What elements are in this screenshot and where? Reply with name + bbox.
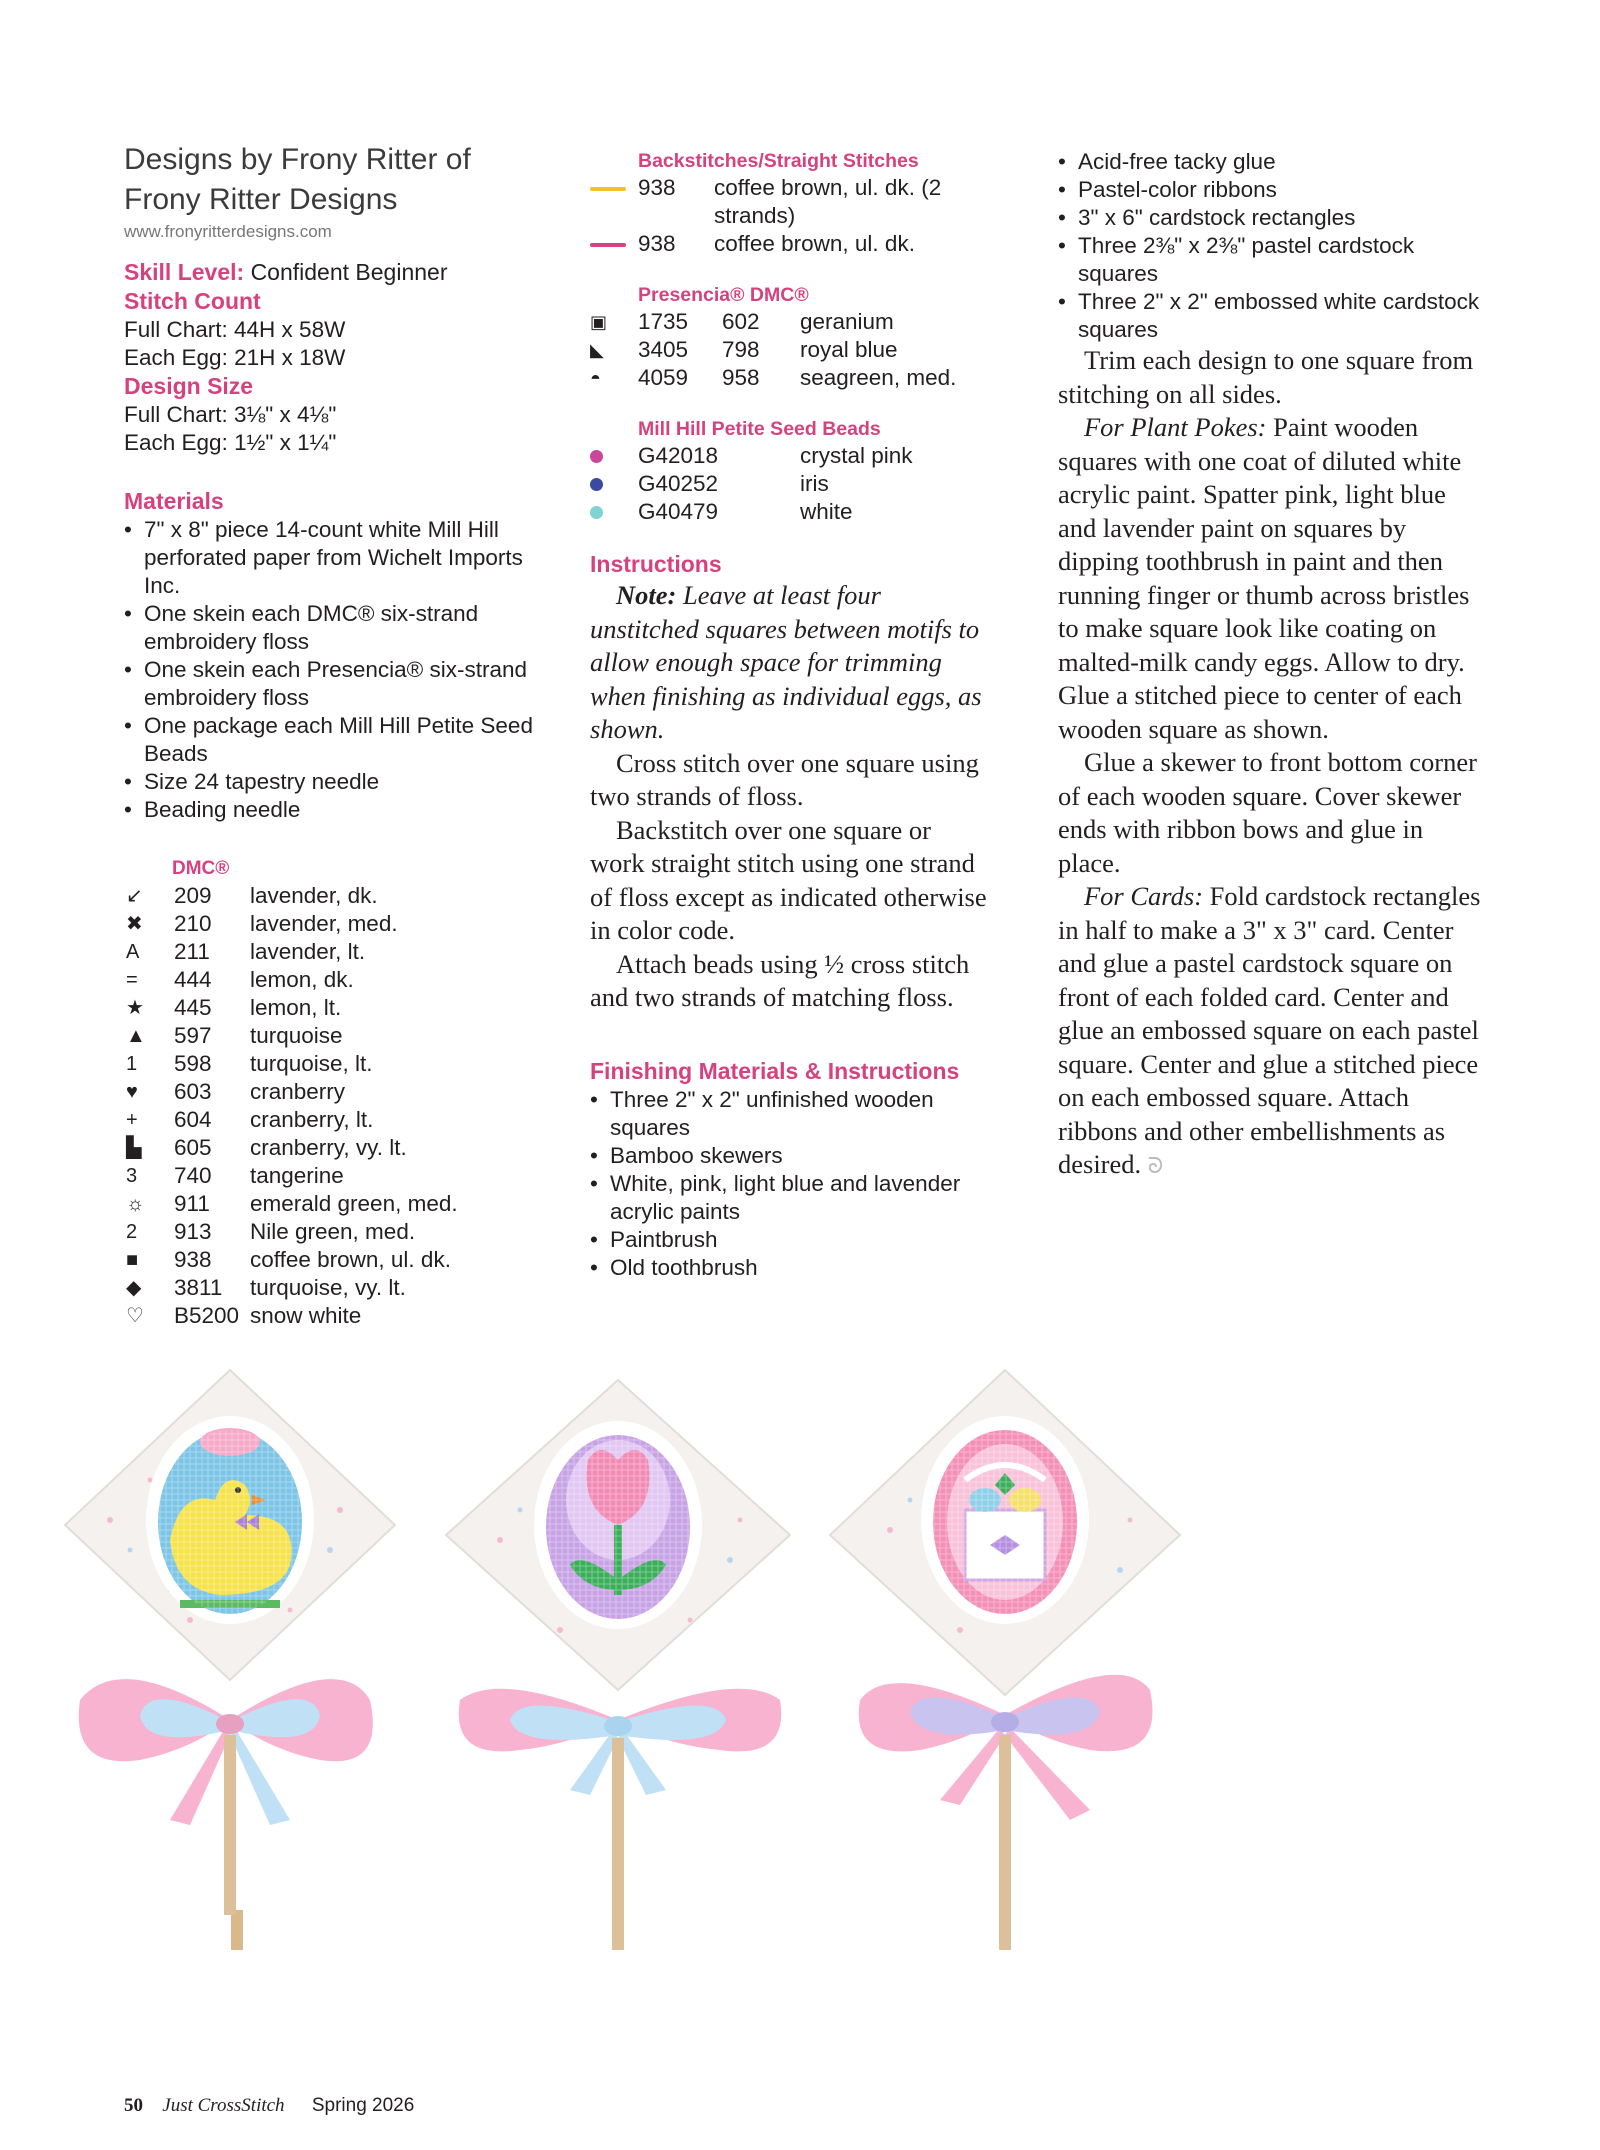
- instructions-p2: Backstitch over one square or work straight stitch using one strand of floss except as indicated otherwise in color code.: [590, 814, 987, 945]
- skewer-paragraph: Glue a skewer to front bottom corner of each wooden square. Cover skewer ends with ribbon bows and glue in place.: [1058, 747, 1477, 878]
- list-item: • Beading needle: [124, 796, 564, 824]
- issue-date: Spring 2026: [311, 2095, 415, 2116]
- key-row: [124, 1190, 564, 1218]
- instructions-note: [590, 579, 990, 747]
- key-symbol: ☼: [126, 1193, 145, 1215]
- finishing-list-a: [590, 1086, 990, 1282]
- key-color-name: cranberry: [250, 1079, 346, 1104]
- bead-dot-white: [590, 506, 603, 519]
- plant-pokes-label: For Plant Pokes:: [1084, 412, 1267, 442]
- note-label: Note:: [616, 580, 677, 610]
- cards-text: Fold cardstock rectangles in half to make a 3" x 3" card. Center and glue a pastel cardstock square on front of each folded card. Center and glue an embossed square on each pastel square. Center and glue a stitched piece on each embossed square. Attach ribbons and other embellishments as desired.: [1058, 881, 1481, 1179]
- key-row: [124, 882, 564, 910]
- designer-url: www.fronyritterdesigns.com: [124, 222, 332, 241]
- backstitch-name: coffee brown, ul. dk. (2 strands): [714, 175, 942, 228]
- bead-name: iris: [800, 471, 829, 496]
- key-number: 597: [174, 1023, 212, 1048]
- finishing-list-b: [1058, 148, 1488, 344]
- presencia-color-name: geranium: [800, 309, 894, 334]
- key-row: [124, 1274, 564, 1302]
- key-row: [124, 938, 564, 966]
- key-number: 603: [174, 1079, 212, 1104]
- bead-row: [590, 442, 990, 470]
- list-item: • One skein each DMC® six-strand embroidery floss: [124, 600, 564, 656]
- key-symbol: ◆: [126, 1277, 142, 1299]
- list-item: • Size 24 tapestry needle: [124, 768, 564, 796]
- key-symbol: A: [126, 941, 140, 963]
- key-symbol: +: [126, 1109, 138, 1131]
- materials-heading: Materials: [124, 488, 224, 514]
- bead-name: crystal pink: [800, 443, 913, 468]
- beads-heading: Mill Hill Petite Seed Beads: [638, 418, 881, 440]
- key-color-name: Nile green, med.: [250, 1219, 416, 1244]
- bead-row: [590, 470, 990, 498]
- key-number: 211: [174, 939, 210, 964]
- key-row: [124, 1246, 564, 1274]
- key-symbol: ✖: [126, 913, 143, 935]
- page-footer: [124, 2094, 414, 2118]
- list-item: • 3" x 6" cardstock rectangles: [1058, 204, 1488, 232]
- key-color-name: lavender, med.: [250, 911, 398, 936]
- key-number: 605: [174, 1135, 212, 1160]
- key-color-name: coffee brown, ul. dk.: [250, 1247, 451, 1272]
- presencia-row: [590, 336, 990, 364]
- finishing-heading: Finishing Materials & Instructions: [590, 1057, 960, 1084]
- presencia-color-name: royal blue: [800, 337, 898, 362]
- design-size-heading: Design Size: [124, 373, 254, 399]
- stitch-count-heading: Stitch Count: [124, 288, 261, 314]
- key-color-name: lavender, lt.: [250, 939, 366, 964]
- trim-paragraph: Trim each design to one square from stitching on all sides.: [1058, 345, 1474, 409]
- presencia-symbol: ◣: [590, 340, 604, 360]
- key-symbol: ♥: [126, 1081, 138, 1103]
- skill-label: Skill Level:: [124, 259, 245, 285]
- key-row: [124, 1106, 564, 1134]
- key-symbol: ♡: [126, 1305, 144, 1327]
- backstitch-swatch-yellow: [590, 187, 626, 191]
- list-item: • Pastel-color ribbons: [1058, 176, 1488, 204]
- blue-ribbon: [510, 1705, 618, 1740]
- key-number: 938: [174, 1247, 212, 1272]
- list-item: • Bamboo skewers: [590, 1142, 990, 1170]
- plant-pokes-text: Paint wooden squares with one coat of diluted white acrylic paint. Spatter pink, light blue and lavender paint on squares by dipping toothbrush in paint and then running finger or thumb across bristles to make square look like coating on malted-milk candy eggs. Allow to dry. Glue a stitched piece to center of each wooden square as shown.: [1058, 412, 1470, 744]
- presencia-color-name: seagreen, med.: [800, 365, 957, 390]
- key-color-name: cranberry, vy. lt.: [250, 1135, 407, 1160]
- magazine-title: Just CrossStitch: [162, 2095, 285, 2116]
- backstitch-name: coffee brown, ul. dk.: [714, 231, 915, 256]
- full-chart-size: Full Chart: 3⅛" x 4⅛": [124, 402, 337, 427]
- left-column: [124, 140, 564, 1330]
- list-item: • One package each Mill Hill Petite Seed Beads: [124, 712, 564, 768]
- skill-value: Confident Beginner: [250, 259, 448, 285]
- designer-line-2: Frony Ritter Designs: [124, 183, 398, 216]
- poke-tulip: [446, 1380, 790, 1950]
- presencia-symbol: ◓: [590, 368, 601, 388]
- key-number: 911: [174, 1191, 210, 1216]
- dmc-key: [124, 882, 564, 1330]
- dmc-equivalent: 798: [722, 337, 760, 362]
- poke-basket: [830, 1370, 1180, 1950]
- presencia-symbol: ▣: [590, 312, 608, 332]
- key-color-name: lavender, dk.: [250, 883, 378, 908]
- key-number: 604: [174, 1107, 212, 1132]
- skewer: [231, 1910, 243, 1950]
- list-item: • Three 2⅜" x 2⅜" pastel cardstock squares: [1058, 232, 1488, 288]
- key-symbol: ▙: [126, 1137, 142, 1159]
- instructions-heading: Instructions: [590, 551, 722, 577]
- bead-name: white: [800, 499, 853, 524]
- each-egg-size: Each Egg: 1½" x 1¼": [124, 430, 337, 455]
- plant-pokes-photo: [40, 1350, 1600, 1950]
- skewer: [612, 1738, 624, 1950]
- backstitch-swatch-pink: [590, 243, 626, 247]
- bead-row: [590, 498, 990, 526]
- cards-label: For Cards:: [1084, 881, 1204, 911]
- dmc-equivalent: 958: [722, 365, 760, 390]
- list-item: • Three 2" x 2" unfinished wooden squares: [590, 1086, 990, 1142]
- key-color-name: turquoise: [250, 1023, 343, 1048]
- dmc-key-heading: DMC®: [172, 858, 230, 879]
- key-number: 445: [174, 995, 212, 1020]
- backstitch-row: [590, 174, 990, 230]
- dmc-equivalent: 602: [722, 309, 760, 334]
- key-color-name: snow white: [250, 1303, 362, 1328]
- instructions-p1: Cross stitch over one square using two strands of floss.: [590, 747, 979, 811]
- end-mark-icon: ᘐ: [1147, 1153, 1164, 1178]
- key-symbol: =: [126, 969, 138, 991]
- key-number: B5200: [174, 1303, 240, 1328]
- key-color-name: turquoise, lt.: [250, 1051, 373, 1076]
- key-symbol: ▲: [126, 1025, 146, 1047]
- backstitch-number: 938: [638, 231, 676, 256]
- bead-dot-pink: [590, 450, 603, 463]
- key-row: [124, 1078, 564, 1106]
- list-item: • Three 2" x 2" embossed white cardstock squares: [1058, 288, 1488, 344]
- presencia-row: [590, 308, 990, 336]
- presencia-number: 4059: [638, 365, 689, 390]
- presencia-number: 3405: [638, 337, 689, 362]
- plant-pokes-paragraph: [1058, 411, 1488, 746]
- backstitch-number: 938: [638, 175, 676, 200]
- presencia-number: 1735: [638, 309, 689, 334]
- key-symbol: 3: [126, 1165, 138, 1187]
- materials-list: [124, 516, 564, 824]
- key-color-name: cranberry, lt.: [250, 1107, 374, 1132]
- backstitch-row: [590, 230, 990, 258]
- key-number: 913: [174, 1219, 212, 1244]
- bead-number: G40252: [638, 471, 719, 496]
- key-number: 444: [174, 967, 212, 992]
- list-item: • 7" x 8" piece 14-count white Mill Hill perforated paper from Wichelt Imports Inc.: [124, 516, 564, 600]
- skewer: [999, 1735, 1011, 1950]
- key-number: 3811: [174, 1275, 223, 1300]
- instructions-p3: Attach beads using ½ cross stitch and two strands of matching floss.: [590, 948, 970, 1012]
- key-row: [124, 1022, 564, 1050]
- page-number: 50: [124, 2095, 143, 2116]
- key-symbol: ↙: [126, 885, 143, 907]
- key-color-name: tangerine: [250, 1163, 344, 1188]
- list-item: • Paintbrush: [590, 1226, 990, 1254]
- skill-level: [124, 258, 564, 287]
- cards-paragraph: [1058, 880, 1488, 1183]
- key-row: [124, 910, 564, 938]
- key-row: [124, 1302, 564, 1330]
- key-row: [124, 1218, 564, 1246]
- bead-number: G40479: [638, 499, 719, 524]
- list-item: • One skein each Presencia® six-strand embroidery floss: [124, 656, 564, 712]
- bead-dot-iris: [590, 478, 603, 491]
- backstitch-heading: Backstitches/Straight Stitches: [638, 150, 919, 172]
- key-row: [124, 994, 564, 1022]
- poke-chick: [65, 1370, 395, 1950]
- key-number: 598: [174, 1051, 212, 1076]
- presencia-row: [590, 364, 990, 392]
- list-item: • Old toothbrush: [590, 1254, 990, 1282]
- key-color-name: lemon, lt.: [250, 995, 342, 1020]
- full-chart-count: Full Chart: 44H x 58W: [124, 317, 346, 342]
- each-egg-count: Each Egg: 21H x 18W: [124, 345, 346, 370]
- key-symbol: 2: [126, 1221, 138, 1243]
- key-row: [124, 1050, 564, 1078]
- presencia-heading: Presencia® DMC®: [638, 284, 809, 306]
- key-color-name: emerald green, med.: [250, 1191, 458, 1216]
- key-number: 210: [174, 911, 212, 936]
- blue-ribbon: [140, 1699, 230, 1737]
- key-row: [124, 1134, 564, 1162]
- key-symbol: ■: [126, 1249, 139, 1271]
- designer-line-1: Designs by Frony Ritter of: [124, 143, 471, 176]
- bead-number: G42018: [638, 443, 719, 468]
- right-column: [1058, 148, 1488, 1183]
- key-color-name: lemon, dk.: [250, 967, 354, 992]
- key-color-name: turquoise, vy. lt.: [250, 1275, 406, 1300]
- key-symbol: 1: [126, 1053, 138, 1075]
- key-number: 740: [174, 1163, 212, 1188]
- middle-column: [590, 148, 990, 1282]
- key-number: 209: [174, 883, 212, 908]
- key-row: [124, 1162, 564, 1190]
- note-text: Leave at least four unstitched squares between motifs to allow enough space for trimming when finishing as individual eggs, as shown.: [590, 580, 982, 744]
- key-symbol: ★: [126, 997, 144, 1019]
- list-item: • Acid-free tacky glue: [1058, 148, 1488, 176]
- list-item: • White, pink, light blue and lavender acrylic paints: [590, 1170, 990, 1226]
- key-row: [124, 966, 564, 994]
